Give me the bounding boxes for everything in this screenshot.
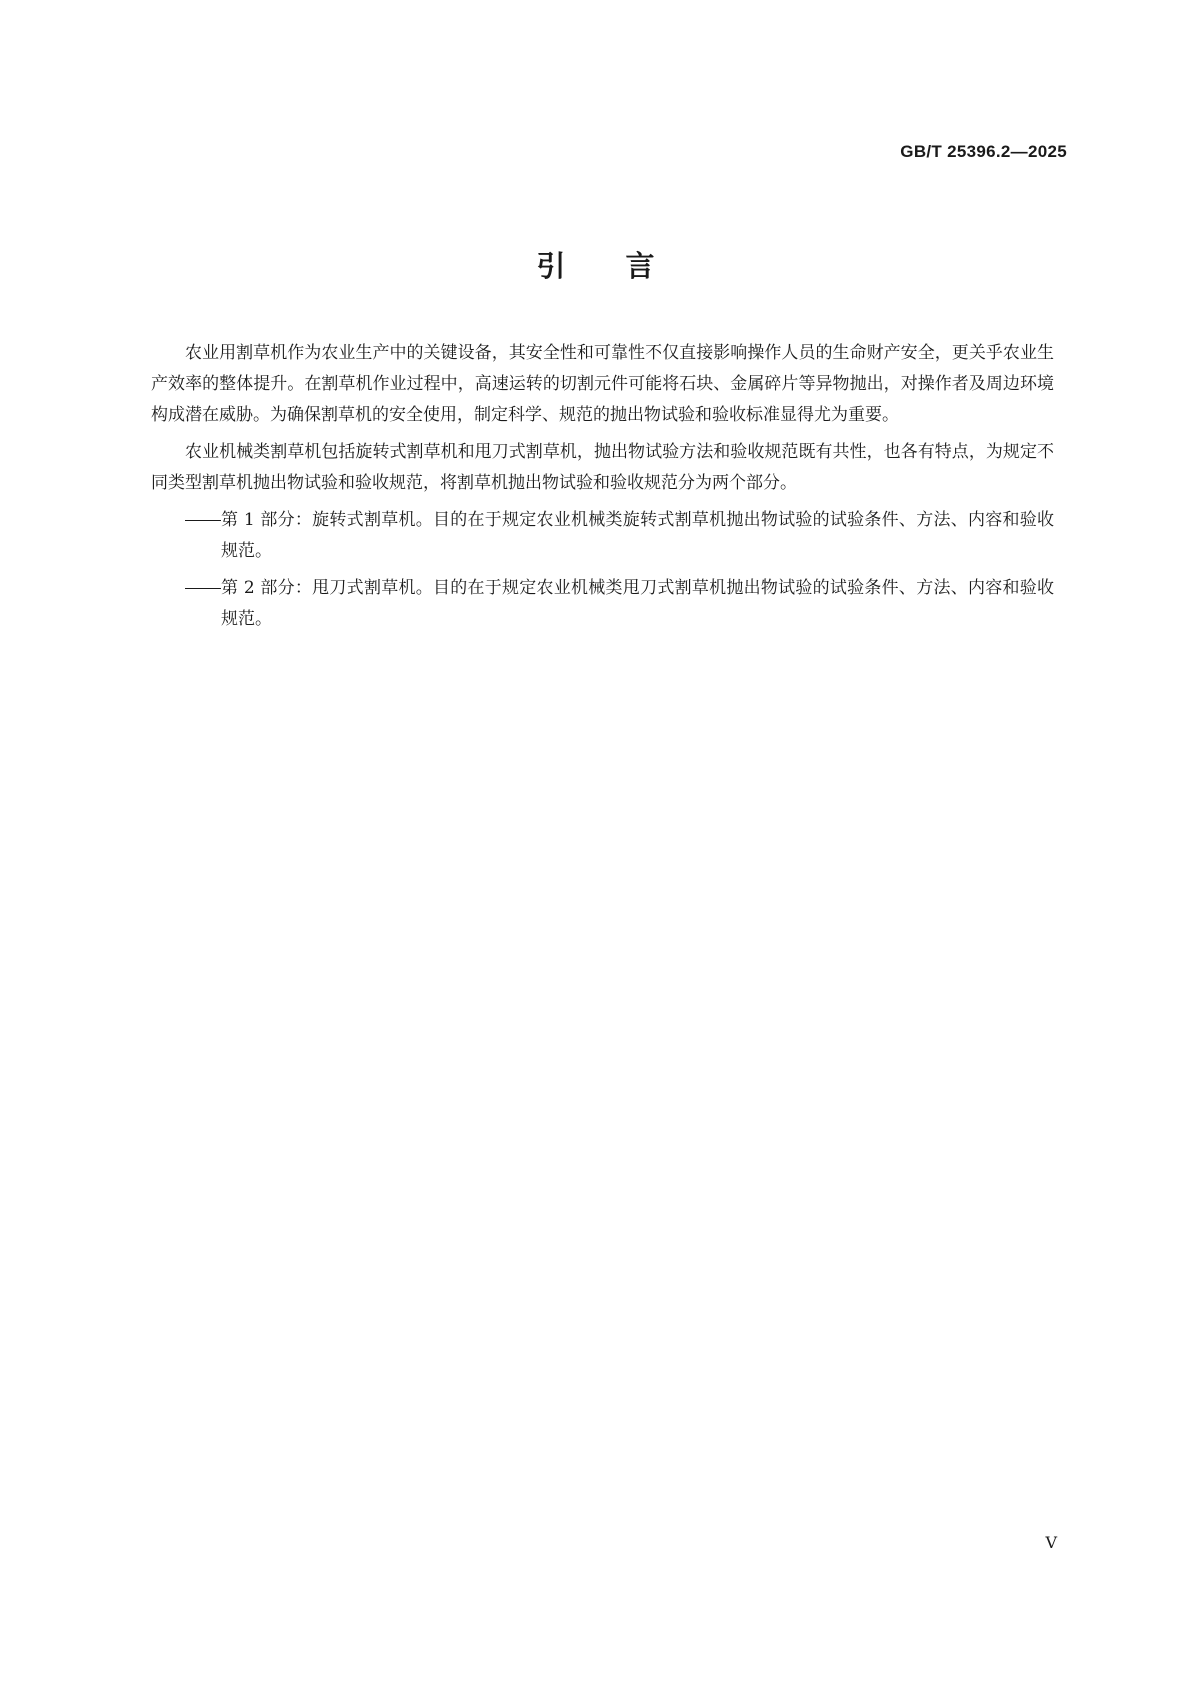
page-title: 引言 [536, 249, 715, 283]
page-number: V [1045, 1533, 1057, 1552]
list-item-text: 第 1 部分：旋转式割草机。目的在于规定农业机械类旋转式割草机抛出物试验的试验条件、方法、内容和验收规范。 [221, 510, 1054, 561]
paragraph: 农业用割草机作为农业生产中的关键设备，其安全性和可靠性不仅直接影响操作人员的生命财产安全，更关乎农业生产效率的整体提升。在割草机作业过程中，高速运转的切割元件可能将石块、金属碎片等异物抛出，对操作者及周边环境构成潜在威胁。为确保割草机的安全使用，制定科学、规范的抛出物试验和验收标准显得尤为重要。 [151, 343, 1054, 425]
introduction-body [151, 338, 1054, 641]
list-item-text: 第 2 部分：甩刀式割草机。目的在于规定农业机械类甩刀式割草机抛出物试验的试验条件、方法、内容和验收规范。 [221, 578, 1054, 629]
list-item [151, 573, 1054, 635]
paragraph: 农业机械类割草机包括旋转式割草机和甩刀式割草机，抛出物试验方法和验收规范既有共性，也各有特点，为规定不同类型割草机抛出物试验和验收规范，将割草机抛出物试验和验收规范分为两个部分。 [151, 442, 1054, 493]
document-number: GB/T 25396.2—2025 [900, 142, 1067, 161]
list-item [151, 505, 1054, 567]
